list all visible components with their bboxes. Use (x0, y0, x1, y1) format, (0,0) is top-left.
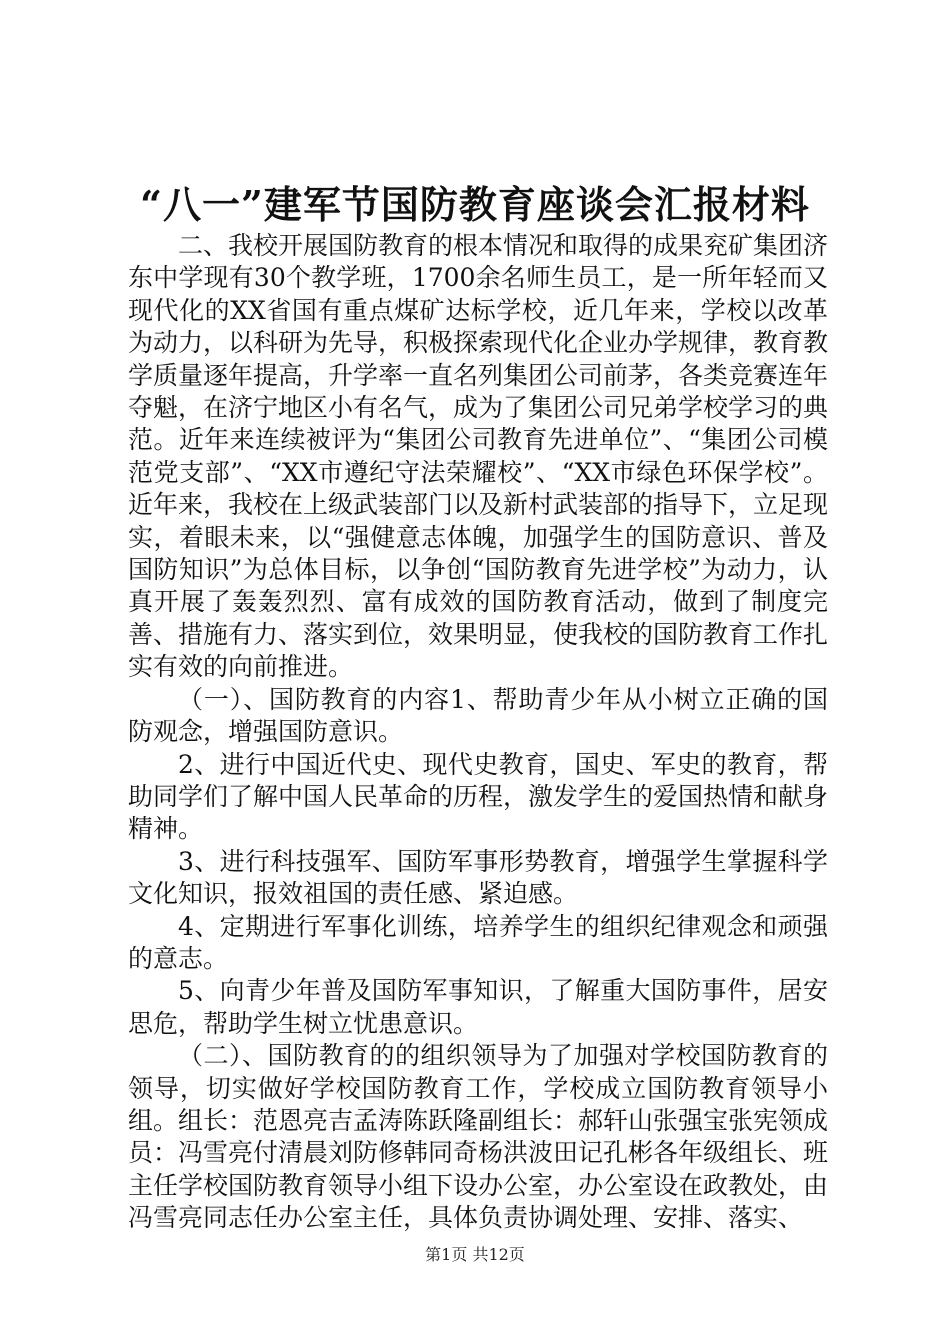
paragraph-7: （二）、国防教育的的组织领导为了加强对学校国防教育的领导，切实做好学校国防教育工作，学校成立国防教育领导小组。组长：范恩亮吉孟涛陈跃隆副组长：郝轩山张强宝张宪领成员：冯雪亮付清晨刘防修韩同奇杨洪波田记孔彬各年级组长、班主任学校国防教育领导小组下设办公室，办公室设在政教处，由冯雪亮同志任办公室主任，具体负责协调处理、安排、落实、 (128, 1041, 829, 1233)
paragraph-5: 4、定期进行军事化训练，培养学生的组织纪律观念和顽强的意志。 (128, 911, 828, 973)
document-body (128, 230, 828, 1235)
paragraph-2: （一）、国防教育的内容1、帮助青少年从小树立正确的国防观念，增强国防意识。 (128, 684, 828, 747)
paragraph-1: 二、我校开展国防教育的根本情况和取得的成果兖矿集团济东中学现有30个教学班，1700余名师生员工，是一所年轻而又现代化的XX省国有重点煤矿达标学校，近几年来，学校以改革为动力，以科研为先导，积极探索现代化企业办学规律，教育教学质量逐年提高，升学率一直名列集团公司前茅，各类竞赛连年夺魁，在济宁地区小有名气，成为了集团公司兄弟学校学习的典范。近年来连续被评为“集团公司教育先进单位”、“集团公司模范党支部”、“XX市遵纪守法荣耀校”、“XX市绿色环保学校”。近年来，我校在上级武装部门以及新村武装部的指导下，立足现实，着眼未来，以“强健意志体魄，加强学生的国防意识、普及国防知识”为总体目标，以争创“国防教育先进学校”为动力，认真开展了轰轰烈烈、富有成效的国防教育活动，做到了制度完善、措施有力、落实到位，效果明显，使我校的国防教育工作扎实有效的向前推进。 (128, 231, 829, 682)
paragraph-4: 3、进行科技强军、国防军事形势教育，增强学生掌握科学文化知识，报效祖国的责任感、紧迫感。 (128, 846, 828, 909)
document-title: “八一”建军节国防教育座谈会汇报材料 (140, 182, 810, 227)
paragraph-3: 2、进行中国近代史、现代史教育，国史、军史的教育，帮助同学们了解中国人民革命的历程，激发学生的爱国热情和献身精神。 (128, 749, 829, 844)
page-footer: 第1页 共12页 (425, 1245, 525, 1264)
paragraph-6: 5、向青少年普及国防军事知识，了解重大国防事件，居安思危，帮助学生树立忧患意识。 (128, 976, 828, 1038)
